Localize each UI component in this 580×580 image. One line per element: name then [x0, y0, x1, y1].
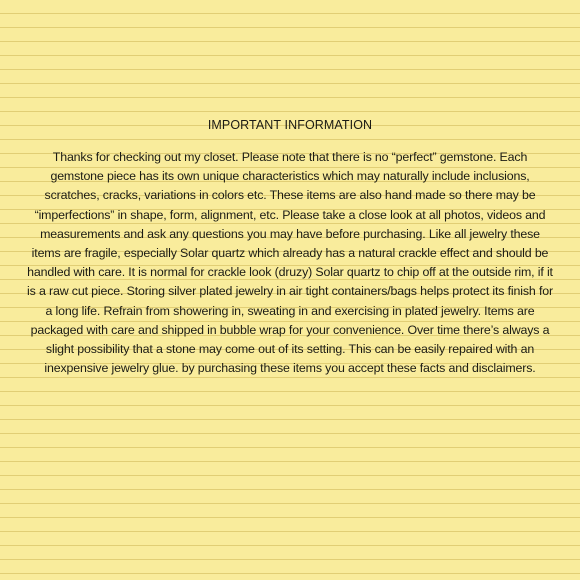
- note-body: Thanks for checking out my closet. Please note that there is no “perfect” gemstone. Each gemstone piece has its own unique characteristics which may naturally include inclusions, scratches, cracks, variations in colors etc. These items are also hand made so there may be “imperfections” in shape, form, alignment, etc. Please take a close look at all photos, videos and measurements and ask any questions you may have before purchasing. Like all jewelry these items are fragile, especially Solar quartz which already has a natural crackle effect and should be handled with care. It is normal for crackle look (druzy) Solar quartz to chip off at the outside rim, if it is a raw cut piece. Storing silver plated jewelry in air tight containers/bags helps protect its finish for a long life. Refrain from showering in, sweating in and exercising in plated jewelry. Items are packaged with care and shipped in bubble wrap for your convenience. Over time there’s always a slight possibility that a stone may come out of its setting. This can be easily repaired with an inexpensive jewelry glue. by purchasing these items you accept these facts and disclaimers.: [27, 150, 553, 376]
- information-note: [26, 118, 554, 378]
- note-title: IMPORTANT INFORMATION: [207, 118, 373, 132]
